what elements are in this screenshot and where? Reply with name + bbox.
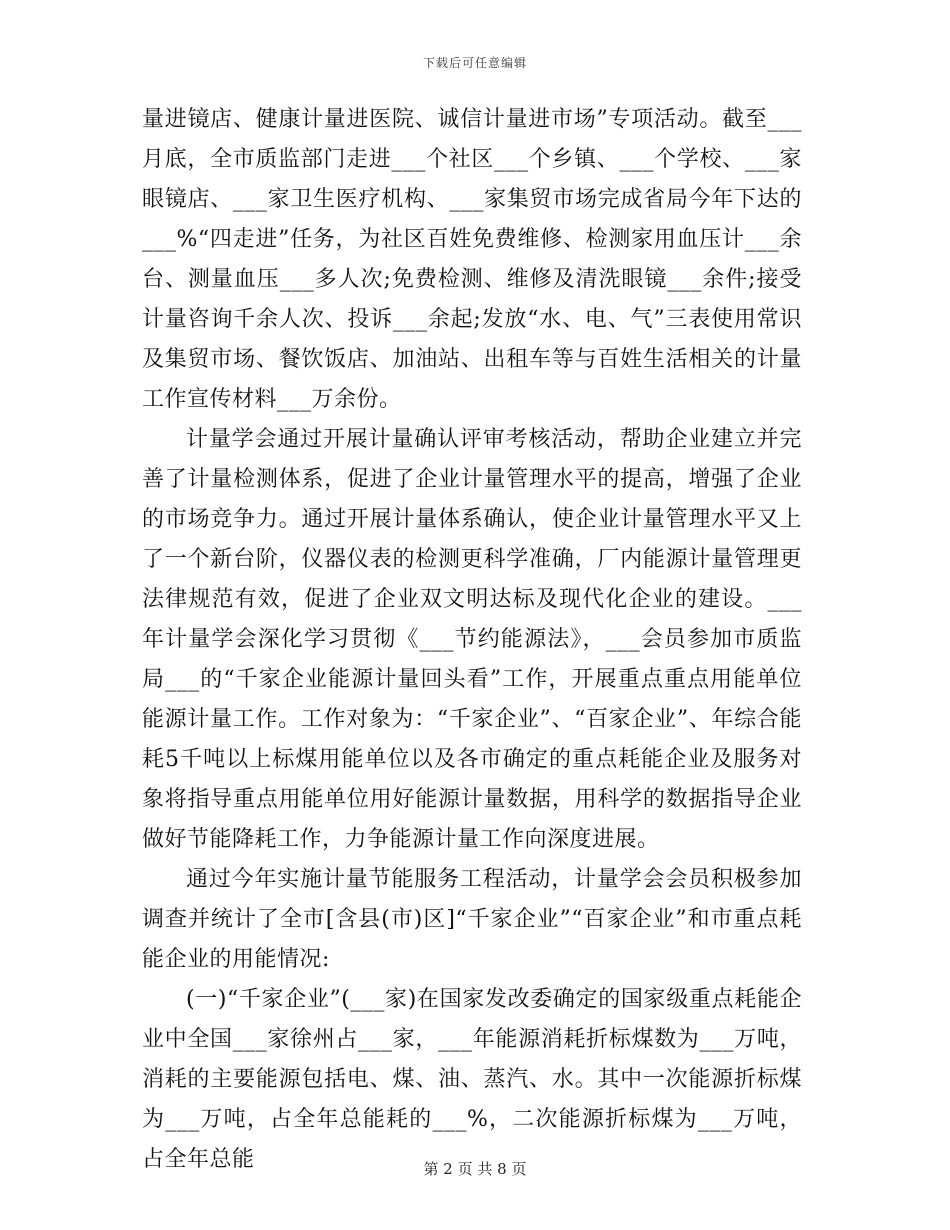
page-header: 下载后可任意编辑 <box>422 56 527 70</box>
document-body <box>142 100 802 1180</box>
paragraph-4: (一)“千家企业”(___家)在国家发改委确定的国家级重点耗能企业中全国___家徐州占___家，___年能源消耗折标煤数为___万吨，消耗的主要能源包括电、煤、油、蒸汽、水。其中一次能源折标煤为___万吨，占全年总能耗的___%，二次能源折标煤为___万吨，占全年总能 <box>142 987 802 1172</box>
page-footer: 第 2 页 共 8 页 <box>423 1160 527 1178</box>
paragraph-2: 计量学会通过开展计量确认评审考核活动，帮助企业建立并完善了计量检测体系，促进了企业计量管理水平的提高，增强了企业的市场竞争力。通过开展计量体系确认，使企业计量管理水平又上了一个新台阶，仪器仪表的检测更科学准确，厂内能源计量管理更法律规范有效，促进了企业双文明达标及现代化企业的建设。___年计量学会深化学习贯彻《___节约能源法》，___会员参加市质监局___的“千家企业能源计量回头看”工作，开展重点重点用能单位能源计量工作。工作对象为：“千家企业”、“百家企业”、年综合能耗5千吨以上标煤用能单位以及各市确定的重点耗能企业及服务对象将指导重点用能单位用好能源计量数据，用科学的数据指导企业做好节能降耗工作，力争能源计量工作向深度进展。 <box>142 427 802 852</box>
paragraph-3: 通过今年实施计量节能服务工程活动，计量学会会员积极参加调查并统计了全市[含县(市)区]“千家企业”“百家企业”和市重点耗能企业的用能情况: <box>142 867 802 972</box>
paragraph-1: 量进镜店、健康计量进医院、诚信计量进市场”专项活动。截至___月底，全市质监部门走进___个社区___个乡镇、___个学校、___家眼镜店、___家卫生医疗机构、___家集贸市场完成省局今年下达的___%“四走进”任务，为社区百姓免费维修、检测家用血压计___余台、测量血压___多人次;免费检测、维修及清洗眼镜___余件;接受计量咨询千余人次、投诉___余起;发放“水、电、气”三表使用常识及集贸市场、餐饮饭店、加油站、出租车等与百姓生活相关的计量工作宣传材料___万余份。 <box>142 107 802 412</box>
